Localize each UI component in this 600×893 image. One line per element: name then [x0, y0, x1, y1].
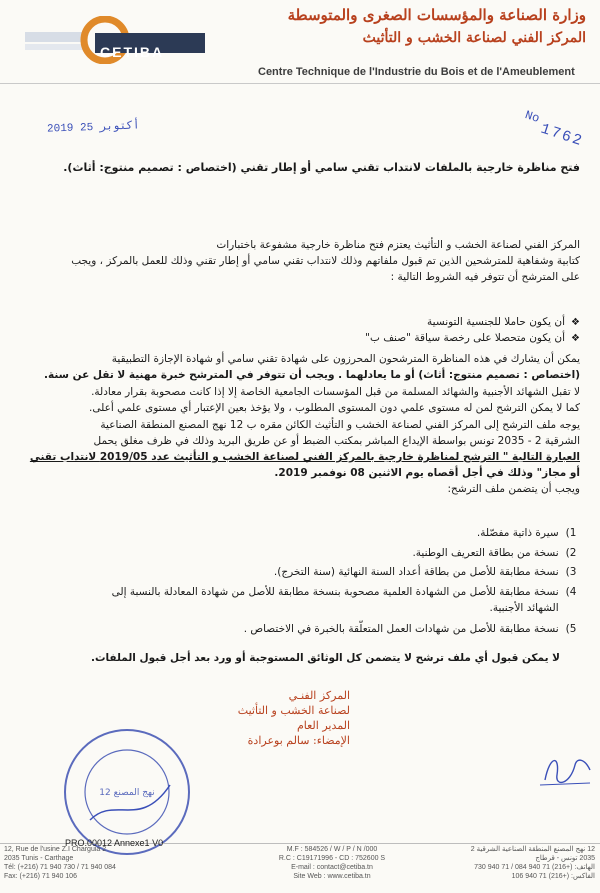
centre-name-ar: المركز الفني لصناعة الخشب و التأثيث: [362, 30, 586, 46]
requirement-line: الشرقية 2 - 2035 تونس بواسطة الإيداع المباشر بمكتب الضبط أو عن طريق البريد وذلك في ظرف مغلق يحمل: [93, 435, 580, 447]
signature-block: [200, 688, 350, 748]
notice-title: فتح مناظرة خارجية بالملفات لانتداب تقني سامي أو إطار تقني (اختصاص : تصميم منتوج: أثاث).: [63, 161, 580, 174]
requirement-line: يمكن أن يشارك في هذه المناظرة المترشحون المحرزون على شهادة تقني سامي أو شهادة الإجازة التطبيقية: [111, 353, 580, 365]
document-item: 3) نسخة مطابقة للأصل من بطاقة أعداد السنة النهائية (سنة التخرج).: [273, 566, 577, 578]
footer-line: M.F : 584526 / W / P / N /000: [286, 846, 378, 853]
document-item: 4) نسخة مطابقة للأصل من الشهادة العلمية مصحوبة بنسخة مطابقة للأصل من شهادة المعادلة بالنسبة إلى: [111, 586, 577, 598]
closing-note: لا يمكن قبول أي ملف ترشح لا يتضمن كل الوثائق المستوجبة أو ورد بعد أجل قبول الملفات.: [90, 652, 560, 664]
handwritten-signature-icon: [535, 745, 595, 795]
footer-address-ar: [455, 845, 595, 881]
footer-line: الفاكس: (+216) 71 940 106: [511, 873, 595, 880]
document-item: 5) نسخة مطابقة للأصل من شهادات العمل المتعلّقة بالخبرة في الاختصاص .: [243, 623, 577, 635]
centre-name-fr: Centre Technique de l'Industrie du Bois et de l'Ameublement: [258, 66, 575, 78]
footer-registration: [232, 845, 432, 881]
requirement-line: ويجب أن يتضمن ملف الترشح:: [447, 483, 580, 495]
requirement-line: (اختصاص : تصميم منتوج: أثاث) أو ما يعادلهما . ويجب أن تتوفر في المترشح خبرة مهنية لا تقل عن سنة.: [44, 369, 580, 381]
requirement-line: لا تقبل الشهائد الأجنبية والشهائد المسلمة من قبل المؤسسات الجامعية الخاصة إلا إذا كانت مصحوبة بقرار معادلة.: [91, 386, 580, 398]
form-code: PRO.00012 Annexe1 V0: [65, 838, 164, 848]
condition-item: ❖أن يكون حاملا للجنسية التونسية: [427, 316, 580, 328]
footer-line: 2035 Tunis - Carthage: [4, 855, 74, 862]
footer-line: الهاتف: (+216) 71 940 084 / 71 940 730: [474, 864, 595, 871]
footer-line: 12, Rue de l'usine Z.I Charguia 2: [4, 846, 107, 853]
condition-item: ❖أن يكون متحصلا على رخصة سياقة "صنف ب": [365, 332, 580, 344]
seal-text: 12 نهج المصنع: [99, 788, 155, 798]
signature-line: الإمضاء: سالم بوعرادة: [247, 734, 350, 747]
intro-line: كتابية وشفاهية للمترشحين الذين تم قبول ملفاتهم وذلك لانتداب تقني سامي أو إطار تقني وذلك للعمل بالمركز ، ويجب: [71, 255, 580, 267]
requirement-line: العبارة التالية " الترشح لمناظرة خارجية بالمركز الفني لصناعة الخشب و التأثيث عدد 2019/05 لانتداب تقني: [29, 451, 580, 463]
signature-line: المدير العام: [296, 719, 350, 732]
intro-line: المركز الفني لصناعة الخشب و التأثيث يعتزم فتح مناظرة خارجية مشفوعة باختبارات: [216, 239, 580, 251]
footer-line: R.C : C19171996 - CD : 752600 S: [278, 855, 386, 862]
signature-line: لصناعة الخشب و التأثيث: [237, 704, 350, 717]
footer-website[interactable]: Site Web : www.cetiba.tn: [293, 873, 371, 880]
intro-line: على المترشح أن تتوفر فيه الشروط التالية :: [390, 271, 580, 283]
ministry-name-ar: وزارة الصناعة والمؤسسات الصغرى والمتوسطة: [287, 6, 586, 24]
document-item: 1) سيرة ذاتية مفصّلة.: [476, 527, 577, 539]
reference-number-label: No: [523, 108, 542, 126]
logo-text: CETIBA: [100, 44, 165, 60]
signature-line: المركز الفنـي: [288, 689, 350, 702]
header-divider: [0, 83, 600, 84]
footer-address-fr: [4, 845, 144, 881]
footer-line: Fax: (+216) 71 940 106: [4, 873, 77, 880]
requirement-line: يوجه ملف الترشح إلى المركز الفني لصناعة الخشب و التأثيث الكائن مقره ب 12 نهج المصنع المنطقة الصناعية: [100, 419, 580, 431]
footer-email[interactable]: E-mail : contact@cetiba.tn: [291, 864, 373, 871]
footer-line: Tél: (+216) 71 940 730 / 71 940 084: [4, 864, 116, 871]
bullet-icon: ❖: [571, 317, 580, 328]
document-item: 2) نسخة من بطاقة التعريف الوطنية.: [412, 547, 577, 559]
requirement-line: أو مجاز" وذلك في أجل أقصاه يوم الاثنين 08 نوفمبر 2019.: [274, 467, 580, 479]
footer-line: 12 نهج المصنع المنطقة الصناعية الشرقية 2: [470, 846, 595, 853]
bullet-icon: ❖: [571, 333, 580, 344]
date-stamp: 2019 أكتوبر 25: [46, 120, 140, 136]
document-item: الشهائد الأجنبية.: [489, 602, 559, 614]
requirement-line: كما لا يمكن الترشح لمن له مستوى علمي دون المستوى المطلوب ، ولا يؤخذ بعين الإعتبار أي مستوى علمي أعلى.: [89, 402, 580, 414]
reference-number: 1762: [538, 120, 586, 151]
footer-line: 2035 تونس - قرطاج: [535, 855, 595, 862]
